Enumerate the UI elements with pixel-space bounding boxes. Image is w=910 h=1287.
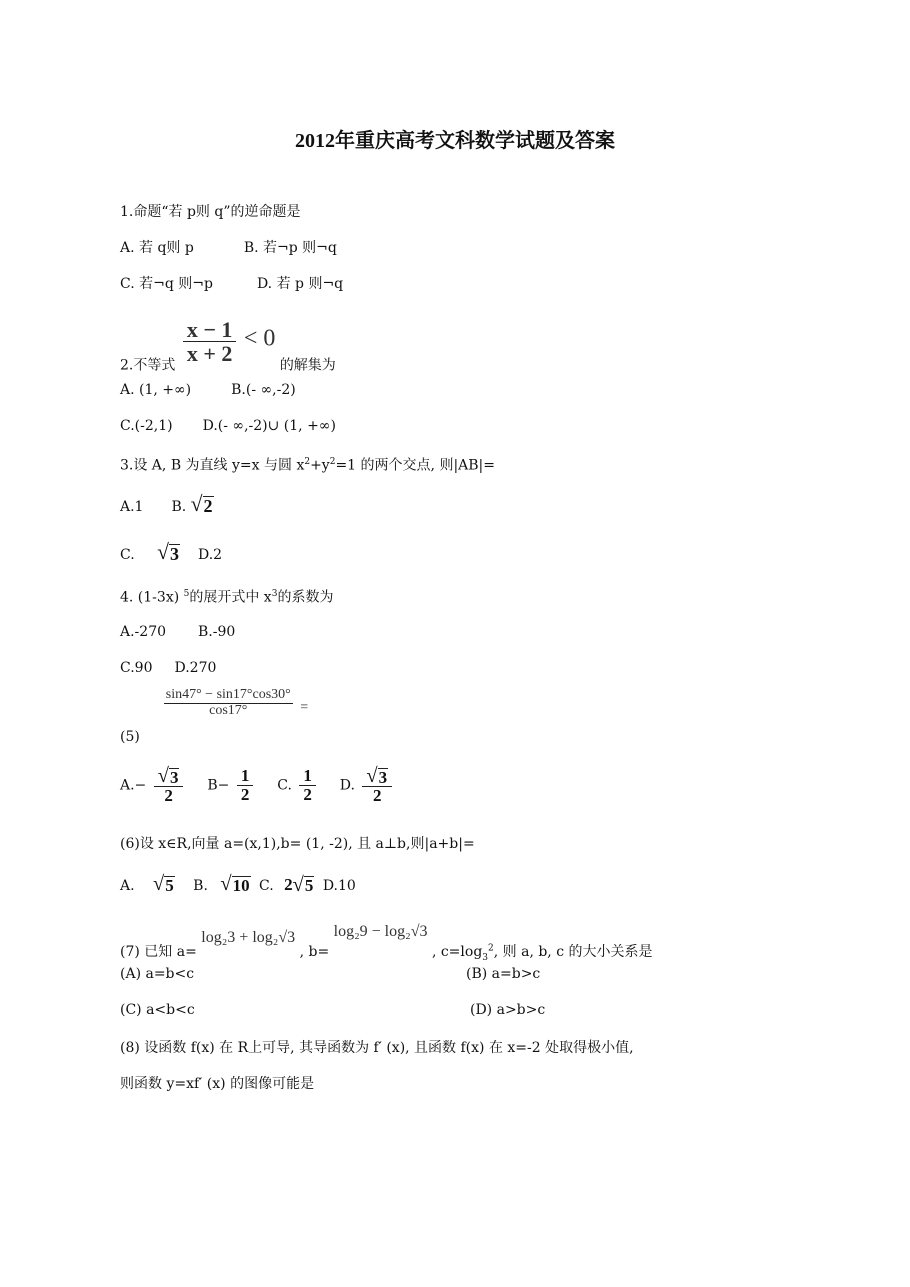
q5-c-num: 1 xyxy=(299,767,316,786)
q7-option-c: (C) a<b<c xyxy=(120,1002,195,1018)
q5-option-c-label: C. xyxy=(277,777,292,794)
q5-option-a-label: A.− xyxy=(120,777,147,794)
question-4-stem xyxy=(120,584,333,608)
question-3-options-row1 xyxy=(120,494,214,517)
q6-option-d: D.10 xyxy=(322,878,356,894)
q7-b-expression: log₂9 − log₂√3 xyxy=(333,923,428,940)
q7-c-pre: , c=log xyxy=(431,944,483,960)
q3-option-c-sqrt: √ 3 xyxy=(157,540,179,564)
question-5-options xyxy=(120,766,395,805)
q5-fraction-denominator: cos17° xyxy=(209,702,248,718)
q3-option-d: D.2 xyxy=(197,547,223,563)
q3-option-b-label: B. xyxy=(171,499,187,515)
q1-option-a: A. 若 q则 p xyxy=(120,240,194,256)
question-3-options-row2 xyxy=(120,542,222,565)
question-1-stem: 1.命题“若 p则 q”的逆命题是 xyxy=(120,204,301,220)
q3-option-a: A.1 xyxy=(120,499,144,515)
q4-stem-post: 的系数为 xyxy=(277,589,334,606)
q5-b-num: 1 xyxy=(237,767,254,786)
q7-c-sup: 2 xyxy=(488,943,494,954)
q7-c-expression xyxy=(431,943,653,963)
q4-option-b: B.-90 xyxy=(198,624,236,640)
q7-option-d: (D) a>b>c xyxy=(470,1002,546,1018)
q2-option-a: A. (1, +∞) xyxy=(120,382,192,398)
q3-option-c-value: 3 xyxy=(169,543,179,564)
question-8-line1: (8) 设函数 f(x) 在 R上可导, 其导函数为 f′ (x), 且函数 f(x) 在 x=-2 处取得极小值, xyxy=(120,1040,634,1056)
q5-label: (5) xyxy=(120,729,140,746)
q5-d-den: 2 xyxy=(373,786,382,806)
q7-a-expression: log₂3 + log₂√3 xyxy=(201,929,296,946)
q3-sup2: 2 xyxy=(329,457,336,467)
q7-option-b: (B) a=b>c xyxy=(466,966,541,982)
q7-stem-post: , 则 a, b, c 的大小关系是 xyxy=(493,944,653,960)
question-3-stem xyxy=(120,452,495,476)
q5-option-c-value xyxy=(299,767,316,804)
q3-option-c-label: C. xyxy=(120,547,135,563)
question-5-stem xyxy=(120,688,308,744)
q6-b-val: 10 xyxy=(232,875,250,895)
q5-equals: = xyxy=(300,700,309,716)
question-7-options-row1 xyxy=(120,964,194,984)
q2-prefix: 2.不等式 xyxy=(120,357,176,374)
question-4-options-row2 xyxy=(120,658,216,678)
q6-option-a-label: A. xyxy=(120,878,135,894)
q4-sup1: 5 xyxy=(183,589,190,599)
q5-d-sqrt-val: 3 xyxy=(378,767,388,787)
q6-a-val: 5 xyxy=(165,875,174,895)
question-7-options-row2 xyxy=(120,1000,195,1020)
q4-sup2: 3 xyxy=(271,589,278,599)
q7-b-prefix: , b= xyxy=(299,944,330,960)
q2-fraction-numerator: x − 1 xyxy=(183,318,237,342)
q4-stem-pre: 4. (1-3x) xyxy=(120,589,184,606)
q7-c-sub: 3 xyxy=(482,952,489,963)
question-4-options-row1 xyxy=(120,622,235,642)
q6-option-b-sqrt: √ 10 xyxy=(220,873,250,895)
q5-option-b-value xyxy=(237,767,254,804)
q3-stem-mid: +y xyxy=(310,457,330,474)
q4-stem-mid: 的展开式中 x xyxy=(189,589,272,606)
q3-stem-pre: 3.设 A, B 为直线 y=x 与圆 x xyxy=(120,457,305,474)
question-6-options xyxy=(120,874,356,896)
q7-stem-pre: (7) 已知 a= xyxy=(120,944,197,960)
page-title: 2012年重庆高考文科数学试题及答案 xyxy=(295,130,615,152)
q6-c-val: 5 xyxy=(304,876,314,896)
q4-option-c: C.90 xyxy=(120,660,153,676)
q5-option-b-label: B− xyxy=(207,777,230,794)
q6-c-coef: 2 xyxy=(284,875,293,894)
q4-option-d: D.270 xyxy=(174,660,217,676)
q6-option-c-sqrt: 2 √ 5 xyxy=(284,873,314,896)
question-2-options-row2 xyxy=(120,416,336,436)
question-8-line2: 则函数 y=xf′ (x) 的图像可能是 xyxy=(120,1076,315,1092)
q5-option-d-label: D. xyxy=(339,777,355,794)
q1-option-c: C. 若¬q 则¬p xyxy=(120,276,213,292)
q2-fraction-denominator: x + 2 xyxy=(186,341,233,367)
question-7-stem xyxy=(120,924,653,963)
q6-option-b-label: B. xyxy=(193,878,208,894)
q5-option-d-value: √ 3 2 xyxy=(362,766,392,805)
q2-option-b: B.(- ∞,-2) xyxy=(231,382,296,398)
q6-option-c-label: C. xyxy=(259,878,274,894)
q2-suffix: 的解集为 xyxy=(279,357,336,374)
q5-option-a-value: √ 3 2 xyxy=(154,766,184,805)
q1-option-b: B. 若¬p 则¬q xyxy=(243,240,337,256)
q5-fraction-numerator: sin47° − sin17°cos30° xyxy=(165,687,291,702)
question-1-options-row1 xyxy=(120,238,337,258)
q5-a-den: 2 xyxy=(164,786,173,806)
q3-option-b-sqrt: √ 2 xyxy=(190,492,213,516)
question-1-options-row2 xyxy=(120,274,343,294)
question-2-options-row1 xyxy=(120,380,296,400)
q5-b-den: 2 xyxy=(240,785,250,805)
q2-option-d: D.(- ∞,-2)∪ (1, +∞) xyxy=(202,418,336,434)
q3-stem-post: =1 的两个交点, 则|AB|= xyxy=(335,457,496,474)
q7-option-a: (A) a=b<c xyxy=(120,966,195,982)
q2-inequality-fraction xyxy=(183,318,237,365)
q5-expression-fraction xyxy=(164,688,293,718)
question-6-stem: (6)设 x∈R,向量 a=(x,1),b= (1, -2), 且 a⊥b,则|a+b|= xyxy=(120,836,475,852)
q2-option-c: C.(-2,1) xyxy=(120,418,173,434)
q5-c-den: 2 xyxy=(303,785,312,805)
q4-option-a: A.-270 xyxy=(120,624,167,640)
question-2-stem xyxy=(120,318,336,373)
q2-relation: < 0 xyxy=(243,325,276,352)
q1-option-d: D. 若 p 则¬q xyxy=(256,276,344,292)
q5-a-sqrt-val: 3 xyxy=(169,767,179,787)
q3-option-b-value: 2 xyxy=(203,495,213,516)
q3-sup1: 2 xyxy=(304,457,311,467)
q6-option-a-sqrt: √ 5 xyxy=(153,873,174,895)
